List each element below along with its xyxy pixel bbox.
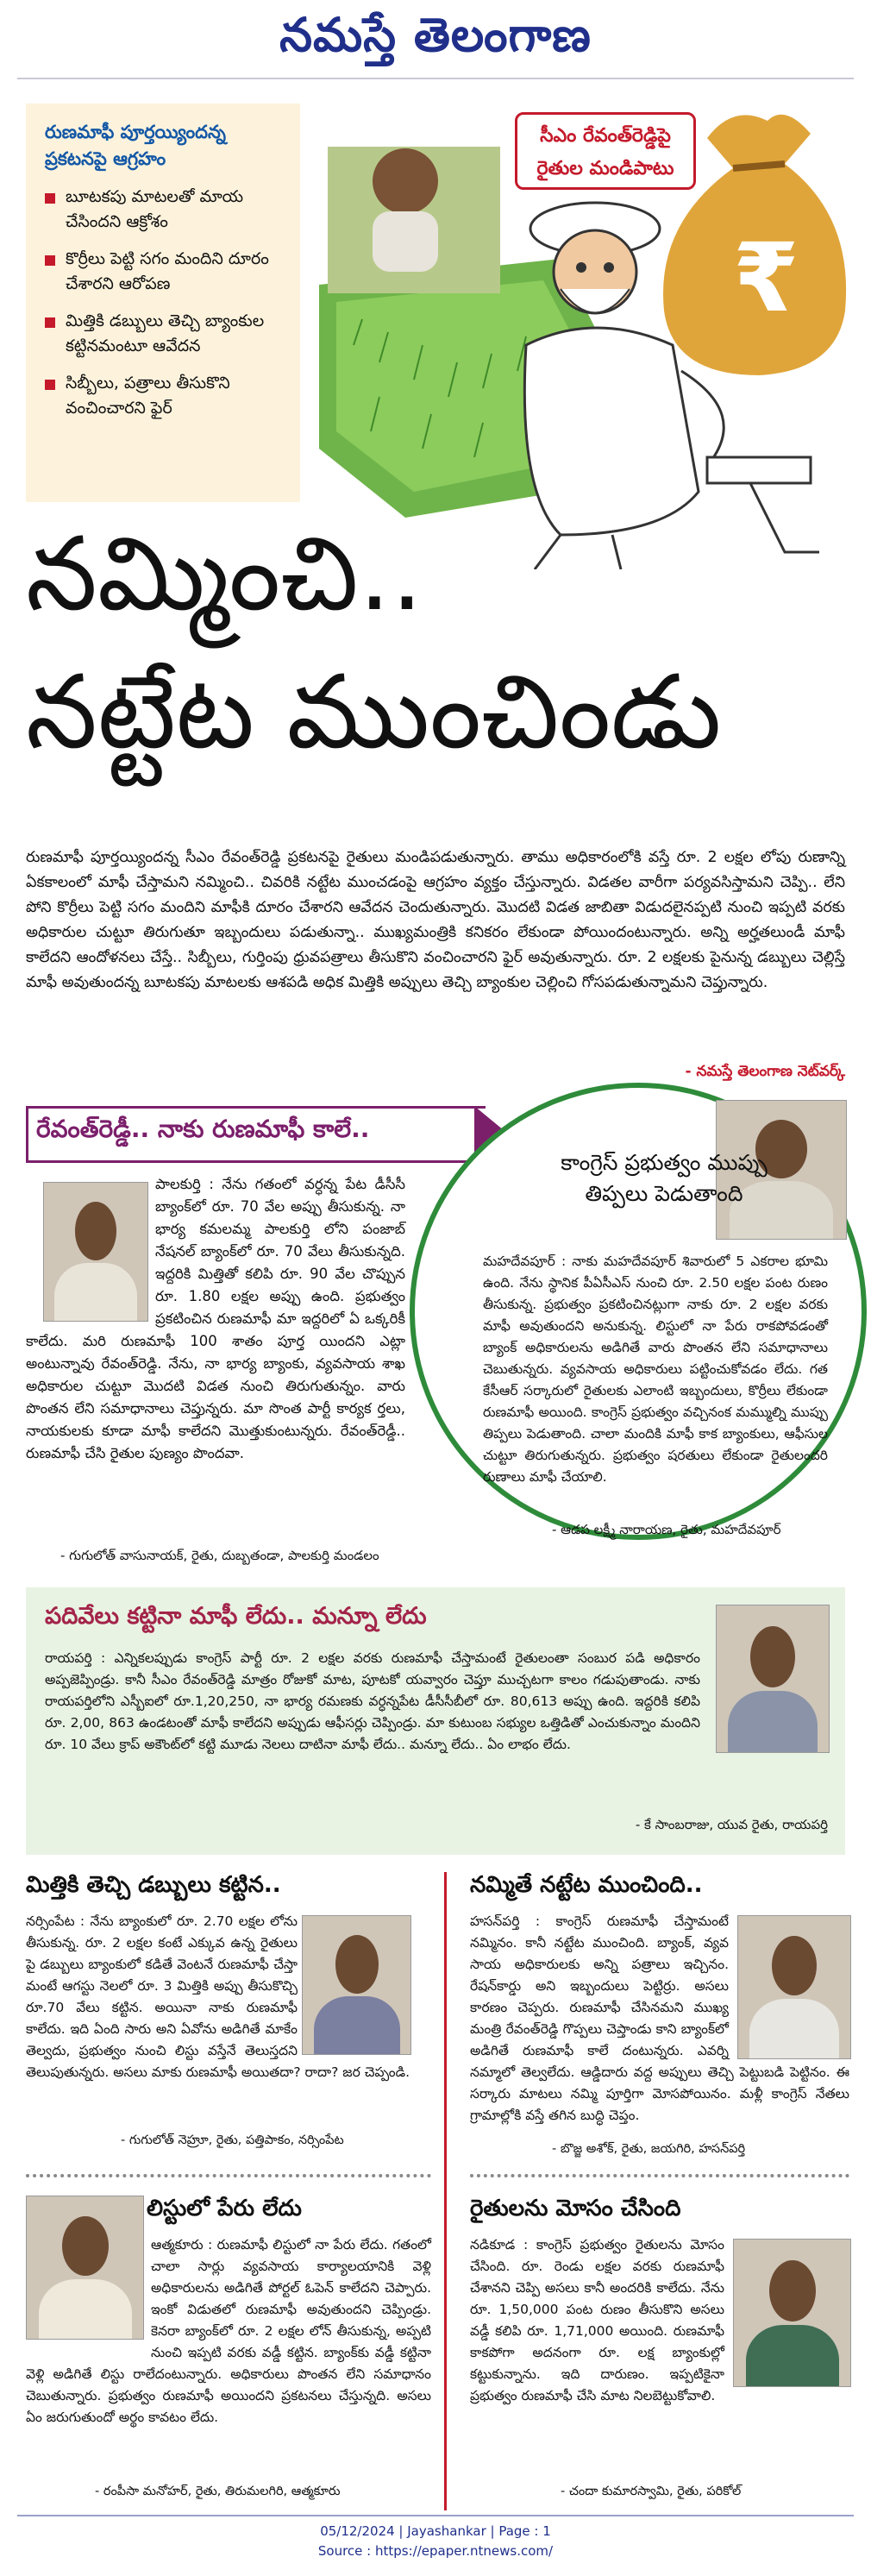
section1-left-byline: - గుగులోత్ వాసునాయక్, రైతు, దుబ్బతండా, పాలకుర్తి మండలం: [60, 1548, 379, 1563]
highlights-list: [26, 181, 300, 421]
circle-byline: - ఆడప లక్ష్మీ నారాయణ, రైతు, మహదేవపూర్: [552, 1522, 781, 1537]
bullet-square-icon: [45, 255, 55, 266]
story4-heading: నమ్మితే నట్టేట ముంచింది..: [470, 1872, 703, 1898]
lead-byline: - నమస్తే తెలంగాణ నెట్‌వర్క్: [685, 1063, 845, 1080]
story6-heading: రైతులను మోసం చేసింది: [470, 2196, 681, 2221]
story3-heading: మిత్తికి తెచ్చి డబ్బులు కట్టిన..: [26, 1872, 281, 1898]
highlight-item: సిబ్బీలు, పత్రాలు తీసుకొని వంచించారని ఫైర్: [45, 371, 286, 421]
highlights-box: [26, 104, 300, 502]
column-divider: [444, 1872, 447, 2510]
story3-byline: - గుగులోత్ నెహ్రూ, రైతు, పత్తిపాకం, నర్సింపేట: [121, 2133, 344, 2147]
story5-byline: - రంపీసా మనోహర్, రైతు, తిరుమలగిరి, ఆత్మకూరు: [95, 2485, 341, 2498]
section1-banner-title: రేవంత్‌రెడ్డీ.. నాకు రుణమాఫీ కాలే..: [36, 1115, 370, 1143]
section2-heading: పదివేలు కట్టినా మాఫీ లేదు.. మన్నూ లేదు: [45, 1603, 427, 1630]
svg-text:₹: ₹: [733, 223, 799, 333]
headline-tag-pill: సీఎం రేవంత్‌రెడ్డిపై రైతుల మండిపాటు: [515, 112, 696, 190]
lead-paragraph: రుణమాఫీ పూర్తయ్యిందన్న సీఎం రేవంత్‌రెడ్డి ప్రకటనపై రైతులు మండిపడుతున్నారు. తాము అధికారంలోకి వస్తే రూ. 2 లక్షల లోపు రుణాన్ని ఏకకాలంలో మాఫీ చేస్తామని నమ్మించి.. చివరికి నట్టేట ముంచడంపై ఆగ్రహం వ్యక్తం చేస్తున్నారు. విడతల వారీగా పర్యవసిస్తామని చెప్పి.. లేని పోని కొర్రీలు పెట్టి సగం మందిని మాఫీకి దూరం చేశారని ఆవేదన చెందుతున్నారు. మొదటి విడత జాబితా విడుదలైనప్పటి నుంచి ఇప్పటి వరకు అధికారుల చుట్టూ తిరుగుతూ ఇబ్బందులు పడుతున్నా.. ముఖ్యమంత్రికి కనికరం లేకుండా పోయిందంటున్నారు. అన్ని అర్హతలుండీ మాఫీ కాలేదని ఆందోళనలు చేస్తే.. సిబ్బీలు, గుర్తింపు ధ్రువపత్రాలు తీసుకొని వంచించారని ఫైర్ అవుతున్నారు. రూ. 2 లక్షలకు పైనున్న డబ్బులు చెల్లిస్తే మాఫీ అవుతుందన్న బూటకపు మాటలకు ఆశపడి అధిక మిత్తికి అప్పులు తెచ్చి బ్యాంకుల చెల్లించి గోసపడుతున్నామని చెప్తున్నారు.: [26, 849, 845, 991]
story5-text: ఆత్మకూరు : రుణమాఫీ లిస్టులో నా పేరు లేదు. గతంలో చాలా సార్లు వ్యవసాయ కార్యాలయానికి వెళ్లి అధికారులను అడిగితే పోర్టల్ ఓపెన్ కాలేదని చెప్పారు. ఇంకో విడుతలో రుణమాఫీ అవుతుందని చెప్పిండ్రు. కెనరా బ్యాంక్‌లో రూ. 2 లక్షల లోన్ తీసుకున్న, అప్పటి నుంచి ఇప్పటి వరకు వడ్డీ కట్టిన. బ్యాంక్‌కు వడ్డీ కట్టినా వెళ్లి అడిగితే లిస్టు రాలేదంటున్నారు. అధికారులు పొంతన లేని సమాధానం చెబుతున్నారు. ప్రభుత్వం రుణమాఫీ అయిందని ప్రకటనలు చేస్తున్నది. అసలు ఏం జరుగుతుందో అర్థం కావటం లేదు.: [26, 2237, 431, 2425]
headline-line-1: నమ్మించి..: [26, 514, 423, 633]
bullet-square-icon: [45, 380, 55, 390]
story5-heading: లిస్టులో పేరు లేదు: [147, 2196, 302, 2221]
footer-date-page: 05/12/2024 | Jayashankar | Page : 1: [320, 2523, 551, 2539]
footer-rule: [17, 2515, 854, 2516]
section2-box: [26, 1587, 845, 1855]
dotted-separator: [26, 2174, 431, 2177]
bullet-square-icon: [45, 317, 55, 328]
circle-title: కాంగ్రెస్ ప్రభుత్వం ముప్పు తిప్పలు పెడుతాంది: [561, 1150, 768, 1206]
story4-byline: - బొజ్జ అశోక్, రైతు, జయగిరి, హసన్‌పర్తి: [552, 2142, 746, 2156]
footer-source: Source : https://epaper.ntnews.com/: [317, 2543, 554, 2559]
highlight-item: బూటకపు మాటలతో మాయ చేసిందని ఆక్రోశం: [45, 185, 286, 235]
highlight-item: మిత్తికి డబ్బులు తెచ్చి బ్యాంకుల కట్టినమంటూ ఆవేదన: [45, 309, 286, 359]
bullet-square-icon: [45, 193, 55, 204]
headline-line-2: నట్టేట ముంచిండు: [26, 652, 722, 771]
section2-story: రాయపర్తి : ఎన్నికలప్పుడు కాంగ్రెస్ పార్టీ రూ. 2 లక్షల వరకు రుణమాఫీ చేస్తామంటే రైతులంతా సంబుర పడి అధికారం అప్పజెప్పిండ్రు. కానీ సీఎం రేవంత్‌రెడ్డి మాత్రం రోజుకో మాట, పూటకో యవ్వారం చెప్తూ ముచ్చటగా కాలం గడుపుతాండు. నాకు రాయపర్తిలోని ఎస్బీఐలో రూ.1,20,250, నా భార్య రమణకు వర్ధన్నపేట డీసీసీబీలో రూ. 80,613 అప్పు ఉంది. ఇద్దరికి కలిపి రూ. 2,00, 863 ఉండటంతో మాఫీ కాలేదని అప్పుడు ఆఫీసర్లు చెప్పిండ్రు. మా కుటుంబ సభ్యుల ఒత్తిడితో ఎంచుకున్నాం మందిని రూ. 10 వేలు క్రాప్ అకౌంట్‌లో కట్టి మూడు నెలలు దాటినా మాఫీ లేదు.. మన్నూ లేదు.. ఏం లాభం లేదు.: [45, 1650, 700, 1752]
circle-story: మహదేవపూర్ : నాకు మహదేవపూర్ శివారులో 5 ఎకరాల భూమి ఉంది. నేను స్థానిక పీఏసీఎస్ నుంచి రూ. 2.50 లక్షల పంట రుణం తీసుకున్న. ప్రభుత్వం ప్రకటించినట్లుగా నాకు రూ. 2 లక్షల వరకు మాఫీ అవుతుందని అనుకున్న. లిస్టులో నా పేరు రాకపోవడంతో బ్యాంక్ అధికారులను అడిగితే వారు పొంతన లేని సమాధానాలు చెబుతున్నరు. వ్యవసాయ అధికారులు పట్టించుకోవడం లేదు. గత కేసీఆర్ సర్కారులో రైతులకు ఎలాంటి ఇబ్బందులు, కొర్రీలు లేకుండా రుణమాఫీ అయింది. కాంగ్రెస్ ప్రభుత్వం వచ్చినంక మమ్ముల్ని ముప్పు తిప్పలు పెడుతాంది. చాలా మందికి మాఫీ కాక బ్యాంకులు, ఆఫీసుల చుట్టూ తిరుగుతున్నరు. ప్రభుత్వం షరతులు లేకుండా రైతులందరి రుణాలు మాఫీ చేయాలి.: [483, 1253, 828, 1485]
masthead-rule: [17, 78, 854, 79]
section1-banner: [26, 1106, 509, 1158]
highlights-heading: రుణమాఫీ పూర్తయ్యిందన్న ప్రకటనపై ఆగ్రహం: [45, 122, 226, 169]
newspaper-title: నమస్తే తెలంగాణ: [279, 7, 592, 62]
story6-byline: - చందా కుమారస్వామి, రైతు, పరికోల్: [561, 2485, 742, 2498]
farmer-photo: [716, 1605, 830, 1753]
story4-text: హసన్‌పర్తి : కాంగ్రెస్ రుణమాఫీ చేస్తామంటే నమ్మినం. కానీ నట్టేట ముంచింది. బ్యాంక్, వ్యవ సాయ అధికారులకు అన్ని పత్రాలు ఇచ్చినం. రేషన్‌కార్డు అని ఇబ్బందులు పెట్టిర్రు. అసలు కారణం చెప్పరు. రుణమాఫీ చేసినమని ముఖ్య మంత్రి రేవంత్‌రెడ్డి గొప్పలు చెప్తాండు కాని బ్యాంక్‌లో అడిగితే రుణమాఫీ కాలే దంటున్నరు. ఎవర్ని నమ్మాలో తెల్వలేదు. ఆడ్డిదారు వద్ద అప్పులు తెచ్చి పెట్టుబడి పెట్టినం. ఈ సర్కారు మాటలు నమ్మి పూర్తిగా మోసపోయినం. మళ్లీ కాంగ్రెస్ నేతలు గ్రామాల్లోకి వస్తే తగిన బుద్ధి చెప్తం.: [470, 1913, 849, 2123]
masthead: [0, 0, 871, 79]
dotted-separator: [470, 2174, 849, 2177]
story6-text: నడికూడ : కాంగ్రెస్ ప్రభుత్వం రైతులను మోసం చేసింది. రూ. రెండు లక్షల వరకు రుణమాఫీ చేశానని చెప్పి అసలు కానీ అందరికి కాలేదు. నేను రూ. 1,50,000 పంట రుణం తీసుకొని అసలు వడ్డీ కలిపి రూ. 1,71,000 అయింది. రుణమాఫీ కాకపోగా అదనంగా రూ. లక్ష బ్యాంకుల్లో కట్టుకున్నాను. ఇది దారుణం. ఇప్పటికైనా ప్రభుత్వం రుణమాఫీ చేసి మాట నిలబెట్టుకోవాలి.: [470, 2237, 724, 2403]
section2-byline: - కే సాంబరాజు, యువ రైతు, రాయపర్తి: [635, 1817, 828, 1832]
highlight-item: కొర్రీలు పెట్టి సగం మందిని దూరం చేశారని ఆరోపణ: [45, 247, 286, 297]
story3-text: నర్సింపేట : నేను బ్యాంకులో రూ. 2.70 లక్షల లోను తీసుకున్న. రూ. 2 లక్షల కంటే ఎక్కువ ఉన్న రైతులు పై డబ్బులు బ్యాంకులో కడితే వెంటనే రుణమాఫీ చేస్తా మంటే ఆగస్టు నెలలో రూ. 3 మిత్తికి అప్పు తీసుకొచ్చి రూ.70 వేలు కట్టిన. అయినా నాకు రుణమాఫీ కాలేదు. ఇది ఏంది సారు అని ఏవోను అడిగితే మాకేం తెల్వదు, ప్రభుత్వం నుంచి లిస్టు వస్తేనే తెలుస్తదని తెలుపుతున్నరు. అసలు మాకు రుణమాఫీ అయితదా? రాదా? జర చెప్పండి.: [26, 1913, 410, 2080]
section1-left-story: పాలకుర్తి : నేను గతంలో వర్ధన్న పేట డీసీసీ బ్యాంక్‌లో రూ. 70 వేల అప్పు తీసుకున్న. నా భార్య కమలమ్మ పాలకుర్తి లోని పంజాబ్ నేషనల్ బ్యాంక్‌లో రూ. 70 వేలు తీసుకున్నది. ఇద్దరికి మిత్తితో కలిపి రూ. 90 వేల చొప్పున రూ. 1.80 లక్షల అప్పు ఉంది. ప్రభుత్వం ప్రకటించిన రుణమాఫీ మా ఇద్దరిలో ఏ ఒక్కరికీ కాలేదు. మరి రుణమాఫీ 100 శాతం పూర్త యిందని ఎట్లా అంటున్నావు రేవంత్‌రెడ్డి. నేను, నా భార్య బ్యాంకు, వ్యవసాయ శాఖ అధికారుల చుట్టూ మొదటి విడత నుంచి తిరుగుతున్నం. వారు పొంతన లేని సమాధానాలు చెప్తున్నరు. మా సొంత పార్టీ కార్యక ర్తలు, నాయకులకు కూడా మాఫీ కాలేదని మొత్తుకుంటున్నరు. రేవంత్‌రెడ్డీ.. రుణమాఫీ చేసి రైతుల పుణ్యం పొందవా.: [26, 1176, 405, 1461]
